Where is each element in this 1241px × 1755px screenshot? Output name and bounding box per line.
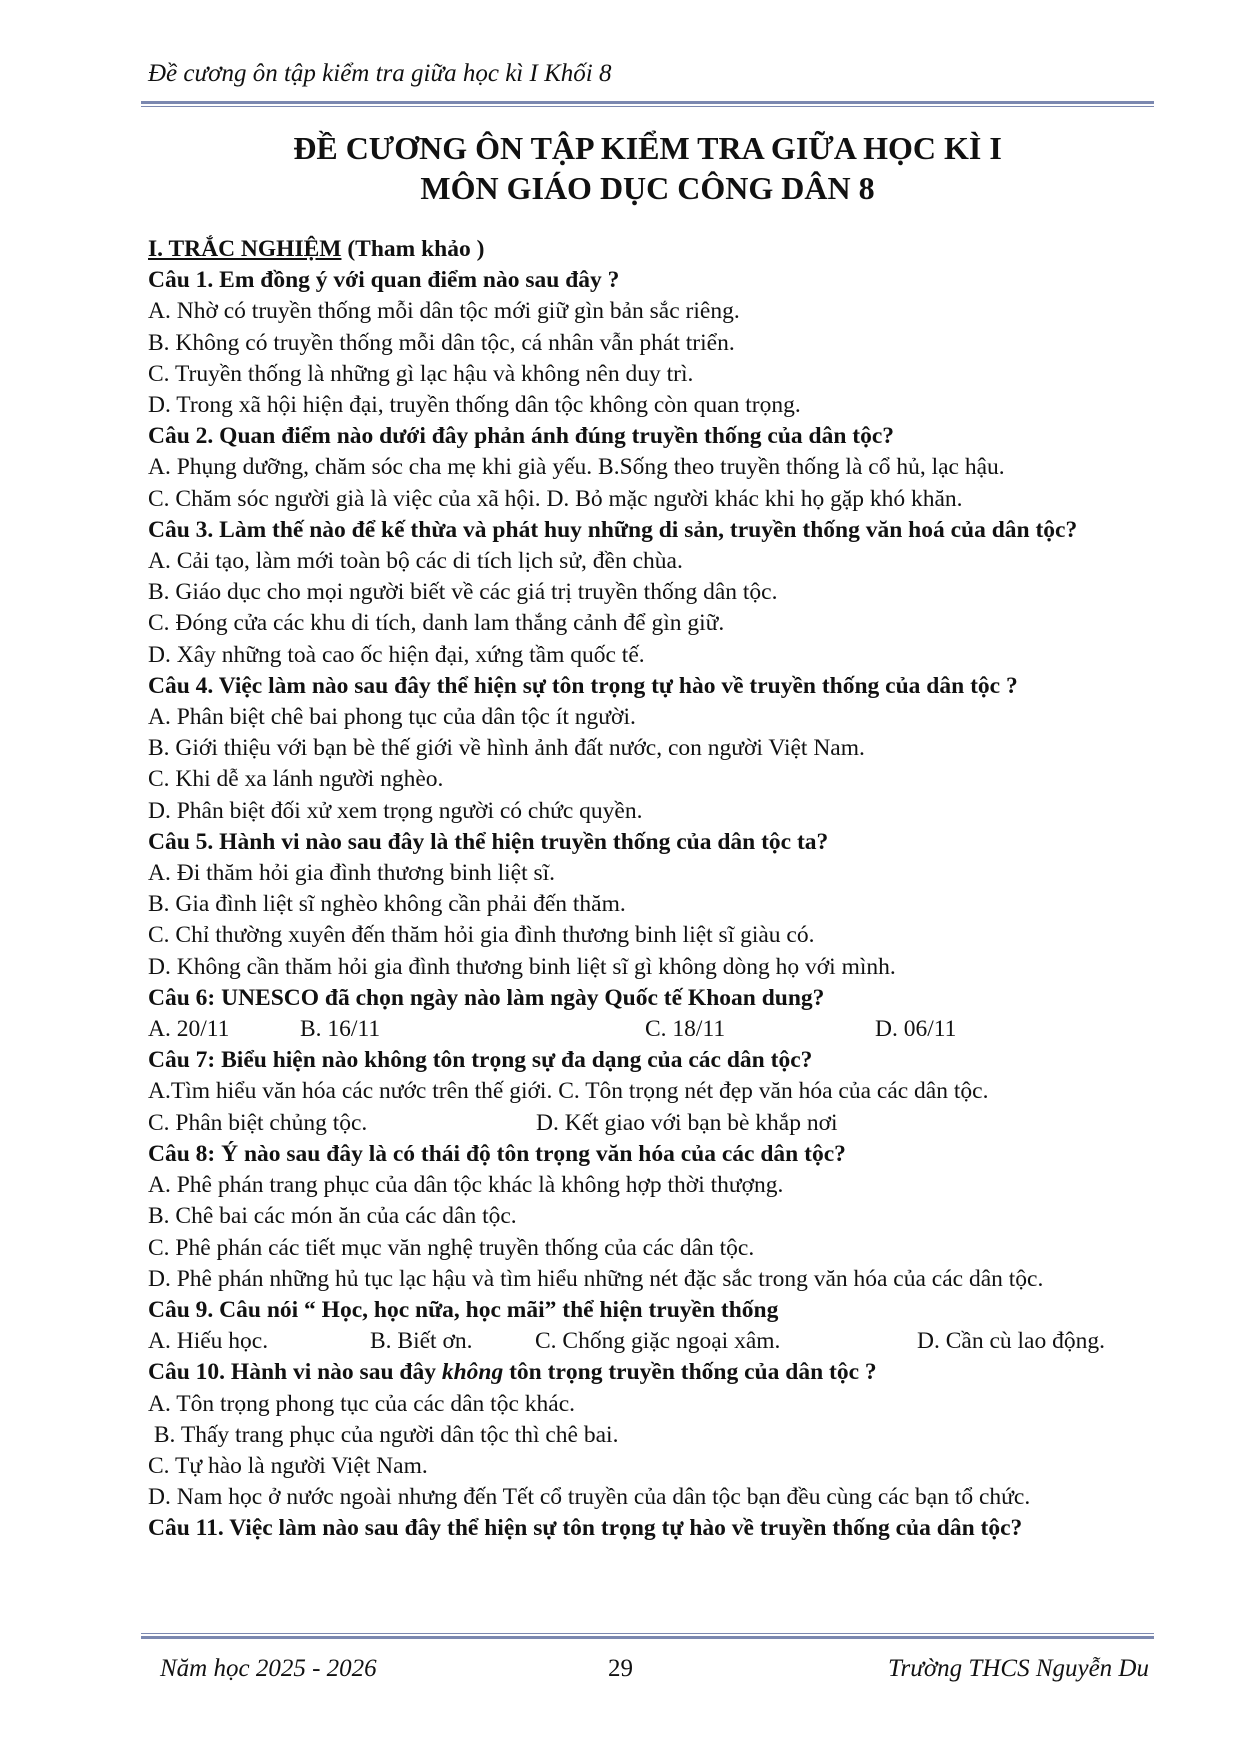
question-7-option-c: C. Phân biệt chủng tộc. <box>148 1109 368 1136</box>
question-5-option-a: A. Đi thăm hỏi gia đình thương binh liệt sĩ. <box>148 860 556 887</box>
question-4-option-a: A. Phân biệt chê bai phong tục của dân tộc ít người. <box>148 704 636 731</box>
question-3-option-a: A. Cải tạo, làm mới toàn bộ các di tích lịch sử, đền chùa. <box>148 548 683 575</box>
question-3: Câu 3. Làm thế nào để kế thừa và phát huy những di sản, truyền thống văn hoá của dân tộc? <box>148 516 1078 543</box>
question-8-option-c: C. Phê phán các tiết mục văn nghệ truyền thống của các dân tộc. <box>148 1234 755 1261</box>
question-2-options-line-1: A. Phụng dưỡng, chăm sóc cha mẹ khi già yếu. B.Sống theo truyền thống là cổ hủ, lạc hậu. <box>148 454 1005 481</box>
question-9-option-c: C. Chống giặc ngoại xâm. <box>535 1328 781 1355</box>
question-10-text-pre: Câu 10. Hành vi nào sau đây <box>148 1359 442 1386</box>
question-6-options <box>148 1014 1158 1045</box>
question-6-option-d: D. 06/11 <box>875 1016 957 1043</box>
question-8-option-d: D. Phê phán những hủ tục lạc hậu và tìm hiểu những nét đặc sắc trong văn hóa của các dân tộc. <box>148 1265 1044 1292</box>
question-2: Câu 2. Quan điểm nào dưới đây phản ánh đúng truyền thống của dân tộc? <box>148 423 895 450</box>
question-1-option-b: B. Không có truyền thống mỗi dân tộc, cá nhân vẫn phát triển. <box>148 329 735 356</box>
footer-rule <box>141 1633 1154 1639</box>
footer-school-name: Trường THCS Nguyễn Du <box>887 1655 1149 1682</box>
question-6-option-c: C. 18/11 <box>645 1016 726 1043</box>
question-10-option-b: B. Thấy trang phục của người dân tộc thì chê bai. <box>148 1421 619 1448</box>
question-7-options-line-2 <box>148 1108 1158 1139</box>
section-heading-text: I. TRẮC NGHIỆM <box>148 236 342 262</box>
section-heading <box>148 234 1158 265</box>
question-10-option-c: C. Tự hào là người Việt Nam. <box>148 1452 428 1479</box>
question-3-option-c: C. Đóng cửa các khu di tích, danh lam thắng cảnh để gìn giữ. <box>148 610 725 637</box>
question-8: Câu 8: Ý nào sau đây là có thái độ tôn trọng văn hóa của các dân tộc? <box>148 1140 846 1167</box>
header-rule <box>141 101 1154 107</box>
question-8-option-a: A. Phê phán trang phục của dân tộc khác là không hợp thời thượng. <box>148 1172 784 1199</box>
question-10-text-post: tôn trọng truyền thống của dân tộc ? <box>503 1359 877 1386</box>
question-5-option-d: D. Không cần thăm hỏi gia đình thương binh liệt sĩ gì không dòng họ với mình. <box>148 953 896 980</box>
question-1-option-c: C. Truyền thống là những gì lạc hậu và không nên duy trì. <box>148 360 694 387</box>
question-9-option-b: B. Biết ơn. <box>370 1328 473 1355</box>
question-11: Câu 11. Việc làm nào sau đây thể hiện sự tôn trọng tự hào về truyền thống của dân tộc? <box>148 1515 1023 1542</box>
question-3-option-d: D. Xây những toà cao ốc hiện đại, xứng tầm quốc tế. <box>148 641 645 668</box>
question-10-option-a: A. Tôn trọng phong tục của các dân tộc khác. <box>148 1390 575 1417</box>
footer-school-year: Năm học 2025 - 2026 <box>160 1655 377 1682</box>
question-10-option-d: D. Nam học ở nước ngoài nhưng đến Tết cổ truyền của dân tộc bạn đều cùng các bạn tổ chức. <box>148 1484 1031 1511</box>
title-line-2: MÔN GIÁO DỤC CÔNG DÂN 8 <box>420 170 875 206</box>
page-number: 29 <box>608 1655 633 1682</box>
question-4-option-c: C. Khi dễ xa lánh người nghèo. <box>148 766 444 793</box>
question-7: Câu 7: Biểu hiện nào không tôn trọng sự đa dạng của các dân tộc? <box>148 1047 813 1074</box>
question-9-option-a: A. Hiếu học. <box>148 1328 269 1355</box>
question-5-option-c: C. Chỉ thường xuyên đến thăm hỏi gia đình thương binh liệt sĩ giàu có. <box>148 922 815 949</box>
question-4-option-b: B. Giới thiệu với bạn bè thế giới về hình ảnh đất nước, con người Việt Nam. <box>148 735 865 762</box>
question-3-option-b: B. Giáo dục cho mọi người biết về các giá trị truyền thống dân tộc. <box>148 579 778 606</box>
question-8-option-b: B. Chê bai các món ăn của các dân tộc. <box>148 1203 517 1230</box>
section-note: (Tham khảo ) <box>341 236 485 262</box>
title-line-1: ĐỀ CƯƠNG ÔN TẬP KIỂM TRA GIỮA HỌC KÌ I <box>293 130 1002 166</box>
question-4-option-d: D. Phân biệt đối xử xem trọng người có chức quyền. <box>148 797 643 824</box>
question-5: Câu 5. Hành vi nào sau đây là thể hiện truyền thống của dân tộc ta? <box>148 828 829 855</box>
question-6: Câu 6: UNESCO đã chọn ngày nào làm ngày Quốc tế Khoan dung? <box>148 984 825 1011</box>
question-list <box>148 234 1158 1545</box>
question-5-option-b: B. Gia đình liệt sĩ nghèo không cần phải đến thăm. <box>148 891 626 918</box>
question-1-option-d: D. Trong xã hội hiện đại, truyền thống dân tộc không còn quan trọng. <box>148 392 801 419</box>
header-title: Đề cương ôn tập kiểm tra giữa học kì I Khối 8 <box>148 60 612 87</box>
question-10 <box>148 1357 1158 1388</box>
question-4: Câu 4. Việc làm nào sau đây thể hiện sự tôn trọng tự hào về truyền thống của dân tộc ? <box>148 672 1018 699</box>
question-9-options <box>148 1326 1158 1357</box>
question-1: Câu 1. Em đồng ý với quan điểm nào sau đây ? <box>148 267 620 294</box>
question-6-option-b: B. 16/11 <box>300 1016 381 1043</box>
question-6-option-a: A. 20/11 <box>148 1016 230 1043</box>
question-2-options-line-2: C. Chăm sóc người già là việc của xã hội. D. Bỏ mặc người khác khi họ gặp khó khăn. <box>148 485 963 512</box>
question-9: Câu 9. Câu nói “ Học, học nữa, học mãi” thể hiện truyền thống <box>148 1296 779 1323</box>
question-9-option-d: D. Cần cù lao động. <box>917 1328 1105 1355</box>
question-7-option-d: D. Kết giao với bạn bè khắp nơi <box>536 1109 838 1136</box>
question-10-emphasis: không <box>441 1359 504 1386</box>
question-1-option-a: A. Nhờ có truyền thống mỗi dân tộc mới giữ gìn bản sắc riêng. <box>148 298 740 325</box>
page-title <box>141 128 1154 208</box>
question-7-options-line-1: A.Tìm hiểu văn hóa các nước trên thế giới. C. Tôn trọng nét đẹp văn hóa của các dân tộc. <box>148 1078 989 1105</box>
